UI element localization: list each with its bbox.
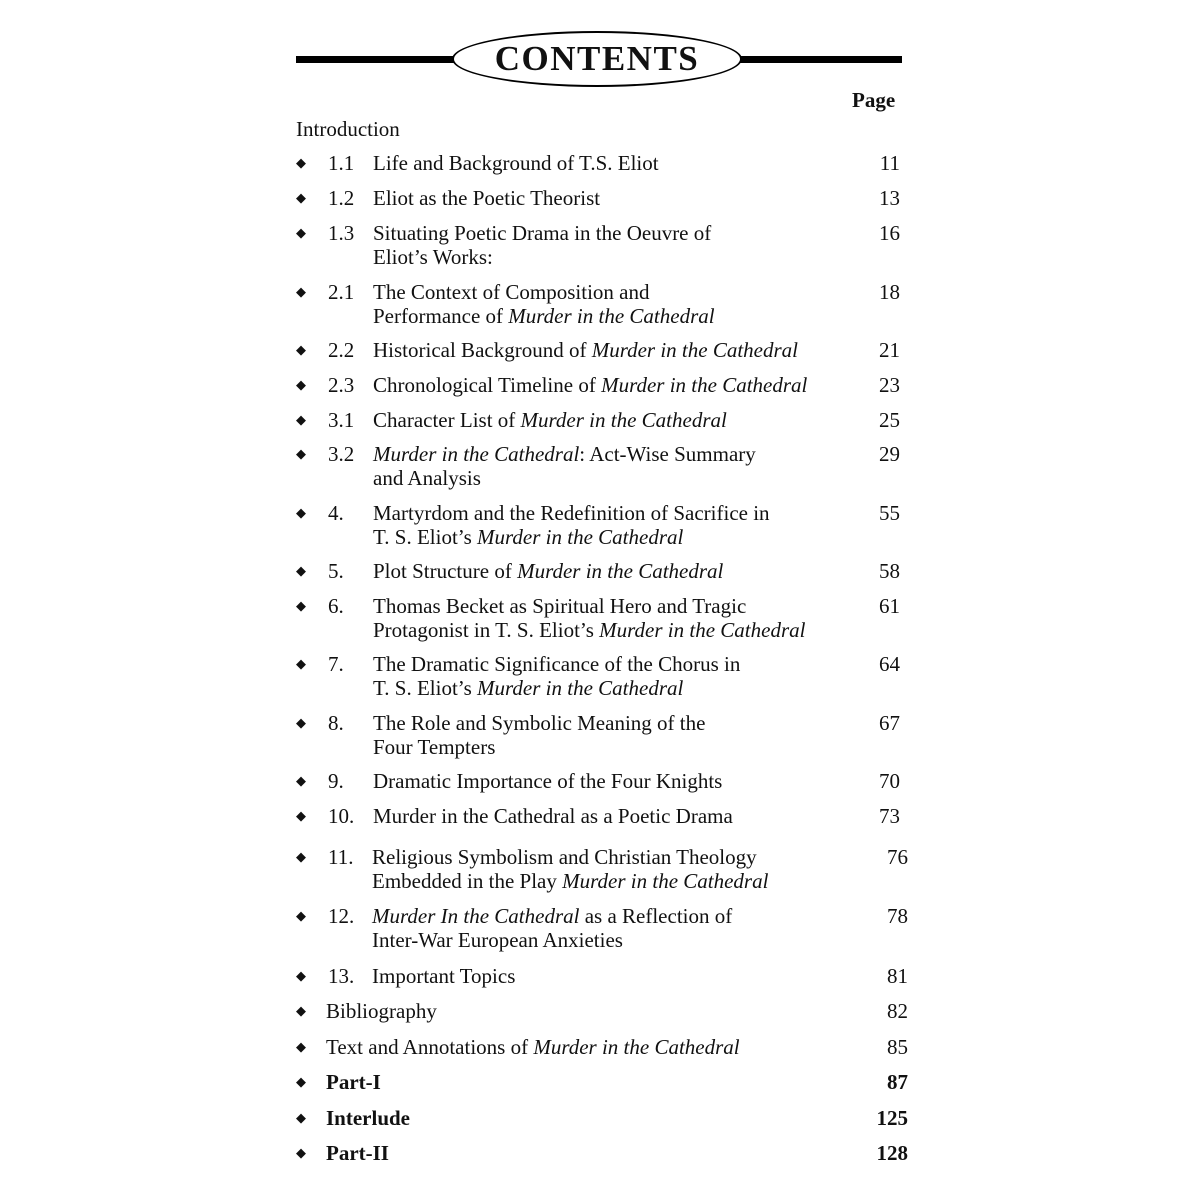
italic-title-segment: Murder in the Cathedral	[562, 869, 769, 893]
toc-entry-title	[373, 501, 770, 549]
toc-entry-title-line	[372, 845, 768, 869]
toc-entry-number: 7.	[328, 652, 344, 676]
title-segment: and Analysis	[373, 466, 481, 490]
diamond-bullet-icon: ◆	[296, 155, 306, 170]
title-segment: The Role and Symbolic Meaning of the	[373, 711, 706, 735]
toc-entry-title	[326, 999, 437, 1023]
toc-entry-title	[373, 594, 805, 642]
toc-entry-title-line	[372, 904, 732, 928]
toc-entry-page-number: 21	[879, 338, 900, 362]
toc-entry-title-line	[373, 280, 715, 304]
toc-entry-title	[373, 338, 798, 362]
toc-entry-page-number: 78	[887, 904, 908, 928]
toc-entry-number: 5.	[328, 559, 344, 583]
toc-entry-title-line	[373, 676, 740, 700]
toc-entry-number: 13.	[328, 964, 355, 988]
diamond-bullet-icon: ◆	[296, 284, 306, 299]
toc-entry-title	[373, 769, 722, 793]
diamond-bullet-icon: ◆	[296, 598, 306, 613]
toc-entry-title-line	[326, 1035, 740, 1059]
diamond-bullet-icon: ◆	[296, 715, 306, 730]
italic-title-segment: Murder in the Cathedral	[517, 559, 724, 583]
toc-entry-title-line	[326, 999, 437, 1023]
title-segment: Life and Background of T.S. Eliot	[373, 151, 659, 175]
toc-entry-title-line	[373, 151, 659, 175]
toc-entry-title-line	[372, 928, 732, 952]
diamond-bullet-icon: ◆	[296, 773, 306, 788]
toc-entry-number: 2.1	[328, 280, 355, 304]
toc-entry-number: 3.2	[328, 442, 355, 466]
toc-entry-title-line	[373, 373, 807, 397]
toc-entry-title-line	[326, 1070, 381, 1094]
toc-entry-title-line	[372, 869, 768, 893]
toc-entry-title-line	[373, 338, 798, 362]
toc-entry-page-number: 64	[879, 652, 900, 676]
toc-entry-number: 6.	[328, 594, 344, 618]
title-segment: Part-I	[326, 1070, 381, 1094]
toc-entry-title	[372, 904, 732, 952]
diamond-bullet-icon: ◆	[296, 656, 306, 671]
diamond-bullet-icon: ◆	[296, 505, 306, 520]
toc-entry-page-number: 25	[879, 408, 900, 432]
diamond-bullet-icon: ◆	[296, 412, 306, 427]
toc-entry-title	[373, 711, 705, 759]
introduction-heading: Introduction	[296, 117, 400, 141]
title-segment: Situating Poetic Drama in the Oeuvre of	[373, 221, 712, 245]
diamond-bullet-icon: ◆	[296, 1003, 306, 1018]
toc-entry-title-line	[326, 1141, 389, 1165]
toc-entry-title-line	[373, 408, 727, 432]
toc-entry-title	[373, 373, 807, 397]
diamond-bullet-icon: ◆	[296, 1074, 306, 1089]
title-segment: The Context of Composition and	[373, 280, 650, 304]
toc-entry-title	[326, 1106, 410, 1130]
toc-entry-page-number: 73	[879, 804, 900, 828]
toc-entry-page-number: 55	[879, 501, 900, 525]
toc-entry-title	[372, 964, 515, 988]
toc-entry-title	[373, 804, 733, 828]
diamond-bullet-icon: ◆	[296, 446, 306, 461]
toc-entry-page-number: 76	[887, 845, 908, 869]
diamond-bullet-icon: ◆	[296, 1039, 306, 1054]
italic-title-segment: Murder in the Cathedral	[373, 442, 580, 466]
toc-entry-number: 1.1	[328, 151, 355, 175]
title-segment: T. S. Eliot’s	[373, 676, 478, 700]
toc-entry-page-number: 23	[879, 373, 900, 397]
italic-title-segment: Murder in the Cathedral	[599, 618, 806, 642]
italic-title-segment: Murder in the Cathedral	[591, 338, 798, 362]
toc-entry-number: 1.2	[328, 186, 355, 210]
toc-entry-title-line	[373, 559, 723, 583]
toc-entry-page-number: 58	[879, 559, 900, 583]
italic-title-segment: Murder in the Cathedral	[508, 304, 715, 328]
italic-title-segment: Murder in the Cathedral	[477, 676, 684, 700]
title-segment: T. S. Eliot’s	[373, 525, 478, 549]
toc-entry-title-line	[372, 964, 515, 988]
title-segment: : Act-Wise Summary	[579, 442, 756, 466]
toc-entry-title-line	[373, 804, 733, 828]
toc-entry-title	[373, 186, 600, 210]
toc-entry-title	[373, 408, 727, 432]
toc-entry-page-number: 125	[876, 1106, 908, 1130]
toc-entry-page-number: 128	[876, 1141, 908, 1165]
toc-entry-page-number: 11	[879, 151, 900, 175]
title-segment: Eliot’s Works:	[373, 245, 493, 269]
title-segment: Performance of	[373, 304, 509, 328]
toc-entry-title	[326, 1035, 740, 1059]
toc-entry-title-line	[373, 221, 711, 245]
page-column-label: Page	[852, 88, 896, 112]
toc-entry-title-line	[373, 618, 805, 642]
diamond-bullet-icon: ◆	[296, 1110, 306, 1125]
toc-entry-title	[373, 151, 659, 175]
toc-entry-title-line	[373, 769, 722, 793]
toc-entry-title	[373, 280, 715, 328]
toc-entry-title	[372, 845, 768, 893]
title-segment: Text and Annotations of	[326, 1035, 534, 1059]
title-segment: Eliot as the Poetic Theorist	[373, 186, 601, 210]
toc-entry-title-line	[373, 594, 805, 618]
toc-entry-title	[373, 559, 723, 583]
toc-entry-title-line	[373, 304, 715, 328]
title-segment: Murder in the Cathedral as a Poetic Drama	[373, 804, 733, 828]
toc-entry-page-number: 18	[879, 280, 900, 304]
title-segment: Plot Structure of	[373, 559, 518, 583]
toc-entry-page-number: 13	[879, 186, 900, 210]
title-segment: Chronological Timeline of	[373, 373, 602, 397]
toc-entry-number: 11.	[328, 845, 354, 869]
toc-entry-number: 4.	[328, 501, 344, 525]
page-title: CONTENTS	[494, 39, 700, 78]
diamond-bullet-icon: ◆	[296, 1145, 306, 1160]
toc-entry-number: 2.3	[328, 373, 355, 397]
title-segment: Four Tempters	[373, 735, 496, 759]
title-segment: Martyrdom and the Redefinition of Sacrifice in	[373, 501, 770, 525]
toc-entry-number: 2.2	[328, 338, 355, 362]
title-segment: Thomas Becket as Spiritual Hero and Tragic	[373, 594, 747, 618]
toc-entry-title-line	[373, 501, 770, 525]
diamond-bullet-icon: ◆	[296, 563, 306, 578]
diamond-bullet-icon: ◆	[296, 908, 306, 923]
toc-entry-number: 10.	[328, 804, 355, 828]
italic-title-segment: Murder in the Cathedral	[533, 1035, 740, 1059]
toc-entry-title-line	[373, 186, 600, 210]
title-segment: Religious Symbolism and Christian Theology	[372, 845, 757, 869]
title-segment: Important Topics	[372, 964, 516, 988]
title-segment: Historical Background of	[373, 338, 592, 362]
toc-entry-title-line	[373, 735, 705, 759]
toc-entry-title-line	[373, 245, 711, 269]
toc-entry-page-number: 82	[887, 999, 908, 1023]
title-segment: Part-II	[326, 1141, 389, 1165]
title-segment: Dramatic Importance of the Four Knights	[373, 769, 723, 793]
toc-entry-number: 9.	[328, 769, 344, 793]
toc-entry-title-line	[373, 525, 770, 549]
toc-entry-title	[326, 1141, 389, 1165]
toc-entry-page-number: 81	[887, 964, 908, 988]
title-segment: as a Reflection of	[579, 904, 733, 928]
toc-entry-page-number: 61	[879, 594, 900, 618]
title-segment: Character List of	[373, 408, 521, 432]
toc-entry-title-line	[373, 466, 756, 490]
toc-entry-title	[373, 442, 756, 490]
title-segment: Bibliography	[326, 999, 437, 1023]
toc-entry-number: 8.	[328, 711, 344, 735]
toc-entry-title-line	[326, 1106, 410, 1130]
toc-entry-page-number: 85	[887, 1035, 908, 1059]
italic-title-segment: Murder in the Cathedral	[520, 408, 727, 432]
italic-title-segment: Murder In the Cathedral	[372, 904, 580, 928]
toc-entry-title	[373, 221, 711, 269]
title-segment: The Dramatic Significance of the Chorus in	[373, 652, 741, 676]
toc-entry-title-line	[373, 652, 740, 676]
diamond-bullet-icon: ◆	[296, 225, 306, 240]
diamond-bullet-icon: ◆	[296, 377, 306, 392]
diamond-bullet-icon: ◆	[296, 968, 306, 983]
toc-entry-number: 1.3	[328, 221, 355, 245]
title-segment: Protagonist in T. S. Eliot’s	[373, 618, 600, 642]
toc-entry-title-line	[373, 442, 756, 466]
diamond-bullet-icon: ◆	[296, 190, 306, 205]
toc-entry-page-number: 87	[887, 1070, 908, 1094]
toc-entry-title-line	[373, 711, 705, 735]
toc-entry-title	[373, 652, 740, 700]
diamond-bullet-icon: ◆	[296, 808, 306, 823]
toc-entry-title	[326, 1070, 381, 1094]
title-segment: Embedded in the Play	[372, 869, 563, 893]
italic-title-segment: Murder in the Cathedral	[477, 525, 684, 549]
toc-entry-page-number: 29	[879, 442, 900, 466]
toc-entry-page-number: 16	[879, 221, 900, 245]
title-segment: Interlude	[326, 1106, 410, 1130]
toc-entry-number: 12.	[328, 904, 355, 928]
toc-entry-page-number: 70	[879, 769, 900, 793]
italic-title-segment: Murder in the Cathedral	[601, 373, 808, 397]
title-segment: Inter-War European Anxieties	[372, 928, 623, 952]
toc-entry-page-number: 67	[879, 711, 900, 735]
diamond-bullet-icon: ◆	[296, 342, 306, 357]
diamond-bullet-icon: ◆	[296, 849, 306, 864]
toc-entry-number: 3.1	[328, 408, 355, 432]
